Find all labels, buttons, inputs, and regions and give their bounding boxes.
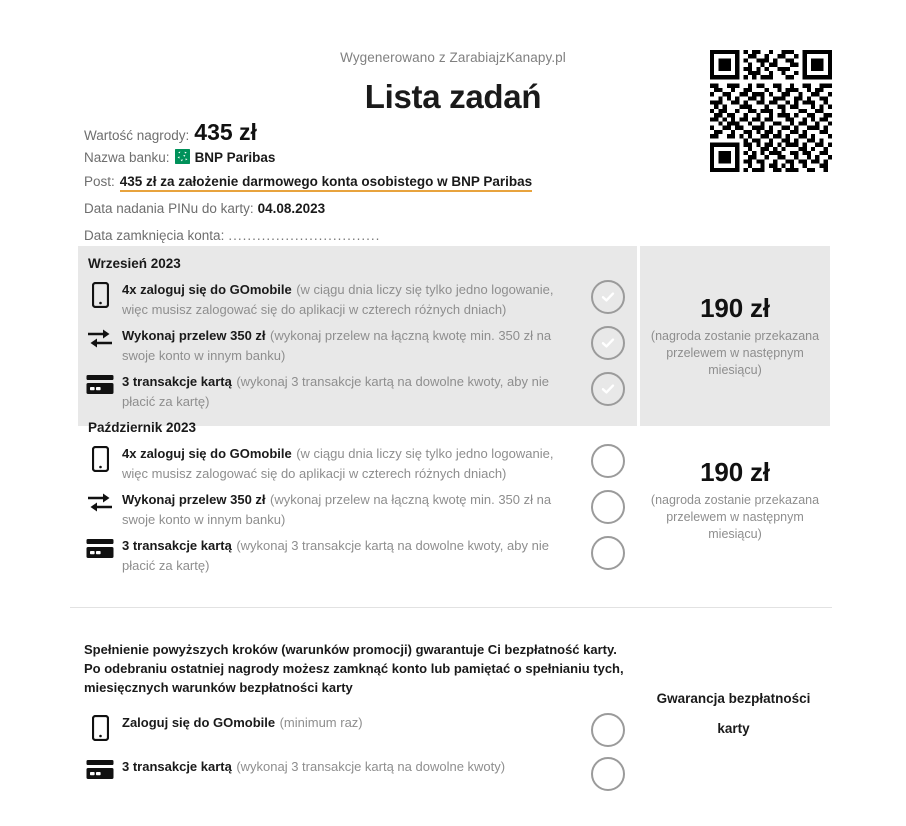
- task-checkbox[interactable]: [579, 370, 637, 406]
- task-note: (w ciągu dnia liczy się tylko jedno logowanie, więc musisz zalogować się do aplikacji w czterech różnych dniach): [122, 282, 554, 317]
- task-title: 4x zaloguj się do GOmobile: [122, 282, 292, 297]
- month-section-pazdziernik: [78, 410, 830, 590]
- check-circle-icon[interactable]: [591, 713, 625, 747]
- task-title: 3 transakcje kartą: [122, 374, 232, 389]
- section-divider: [70, 607, 832, 608]
- task-row[interactable]: [78, 755, 637, 793]
- post-row: [84, 174, 704, 196]
- phone-icon: [78, 278, 122, 308]
- task-title: Wykonaj przelew 350 zł: [122, 328, 266, 343]
- bank-row: [84, 147, 704, 169]
- guarantee-panel: [637, 640, 830, 799]
- task-description: [122, 370, 579, 412]
- task-row[interactable]: [78, 534, 637, 578]
- month-reward-panel: [637, 410, 830, 590]
- task-row[interactable]: [78, 442, 637, 486]
- task-row[interactable]: [78, 278, 637, 322]
- transfer-arrows-icon: [78, 488, 122, 514]
- reward-amount: 190 zł: [700, 293, 770, 323]
- prize-label: Wartość nagrody:: [84, 128, 190, 143]
- check-circle-icon[interactable]: [591, 326, 625, 360]
- task-description: [122, 324, 579, 366]
- task-checkbox[interactable]: [579, 711, 637, 747]
- pin-date-value: 04.08.2023: [257, 201, 326, 216]
- prize-value: 435 zł: [194, 119, 257, 145]
- footer-section: [78, 640, 830, 799]
- month-title: Październik 2023: [88, 420, 197, 435]
- footer-tasks-column: [78, 640, 637, 799]
- pin-date-row: [84, 201, 704, 223]
- guarantee-line-2: karty: [717, 721, 750, 736]
- task-checkbox[interactable]: [579, 278, 637, 314]
- task-checkbox[interactable]: [579, 324, 637, 360]
- task-title: 4x zaloguj się do GOmobile: [122, 446, 292, 461]
- task-note: (minimum raz): [279, 715, 363, 730]
- pin-date-label: Data nadania PINu do karty:: [84, 201, 254, 216]
- task-row[interactable]: [78, 488, 637, 532]
- phone-icon: [78, 442, 122, 472]
- task-title: Zaloguj się do GOmobile: [122, 715, 276, 730]
- post-link[interactable]: 435 zł za założenie darmowego konta osobistego w BNP Paribas: [120, 174, 532, 192]
- offer-meta-block: [84, 120, 704, 252]
- task-note: (wykonaj 3 transakcje kartą na dowolne kwoty): [236, 759, 506, 774]
- task-description: [122, 442, 579, 484]
- page-title: Lista zadań: [364, 78, 542, 115]
- task-note: (w ciągu dnia liczy się tylko jedno logowanie, więc musisz zalogować się do aplikacji w czterech różnych dniach): [122, 446, 554, 481]
- task-note: (wykonaj przelew na łączną kwotę min. 350 zł na swoje konto w innym banku): [122, 328, 552, 363]
- month-reward-panel: [637, 246, 830, 426]
- month-section-wrzesien: [78, 246, 830, 426]
- check-circle-icon[interactable]: [591, 536, 625, 570]
- reward-note: (nagroda zostanie przekazana przelewem w następnym miesiącu): [650, 329, 820, 377]
- prize-row: [84, 120, 704, 147]
- task-checkbox[interactable]: [579, 534, 637, 570]
- task-note: (wykonaj 3 transakcje kartą na dowolne kwoty, aby nie płacić za kartę): [122, 374, 549, 409]
- phone-icon: [78, 711, 122, 741]
- task-description: [122, 755, 579, 777]
- footer-note: [84, 640, 637, 697]
- generated-by-label: Wygenerowano z ZarabiajzKanapy.pl: [340, 50, 566, 65]
- check-circle-icon[interactable]: [591, 490, 625, 524]
- reward-note: (nagroda zostanie przekazana przelewem w następnym miesiącu): [650, 493, 820, 541]
- bank-label: Nazwa banku:: [84, 150, 170, 165]
- transfer-arrows-icon: [78, 324, 122, 350]
- task-title: 3 transakcje kartą: [122, 538, 232, 553]
- check-circle-icon[interactable]: [591, 757, 625, 791]
- bnp-paribas-logo-icon: [175, 149, 190, 164]
- month-title: Wrzesień 2023: [88, 256, 181, 271]
- task-row[interactable]: [78, 711, 637, 749]
- credit-card-icon: [78, 534, 122, 560]
- credit-card-icon: [78, 370, 122, 396]
- footer-note-line-3: miesięcznych warunków bezpłatności karty: [84, 680, 353, 695]
- task-note: (wykonaj 3 transakcje kartą na dowolne kwoty, aby nie płacić za kartę): [122, 538, 549, 573]
- task-title: Wykonaj przelew 350 zł: [122, 492, 266, 507]
- task-row[interactable]: [78, 324, 637, 368]
- task-title: 3 transakcje kartą: [122, 759, 232, 774]
- task-checkbox[interactable]: [579, 755, 637, 791]
- post-label: Post:: [84, 174, 115, 189]
- footer-note-line-2: Po odebraniu ostatniej nagrody możesz zamknąć konto lub pamiętać o spełnianiu tych,: [84, 661, 624, 676]
- footer-note-line-1: Spełnienie powyższych kroków (warunków promocji) gwarantuje Ci bezpłatność karty.: [84, 642, 617, 657]
- close-date-value[interactable]: ................................: [228, 228, 381, 243]
- credit-card-icon: [78, 755, 122, 781]
- task-note: (wykonaj przelew na łączną kwotę min. 350 zł na swoje konto w innym banku): [122, 492, 552, 527]
- close-date-label: Data zamknięcia konta:: [84, 228, 225, 243]
- task-description: [122, 278, 579, 320]
- task-checkbox[interactable]: [579, 488, 637, 524]
- reward-amount: 190 zł: [700, 457, 770, 487]
- task-description: [122, 488, 579, 530]
- task-row[interactable]: [78, 370, 637, 414]
- qr-code-icon: [710, 50, 832, 172]
- month-tasks-column: [78, 410, 637, 590]
- task-description: [122, 711, 579, 733]
- task-description: [122, 534, 579, 576]
- check-circle-icon[interactable]: [591, 280, 625, 314]
- bank-name: BNP Paribas: [194, 150, 276, 165]
- check-circle-icon[interactable]: [591, 372, 625, 406]
- task-checkbox[interactable]: [579, 442, 637, 478]
- check-circle-icon[interactable]: [591, 444, 625, 478]
- month-tasks-column: [78, 246, 637, 426]
- guarantee-line-1: Gwarancja bezpłatności: [656, 691, 811, 706]
